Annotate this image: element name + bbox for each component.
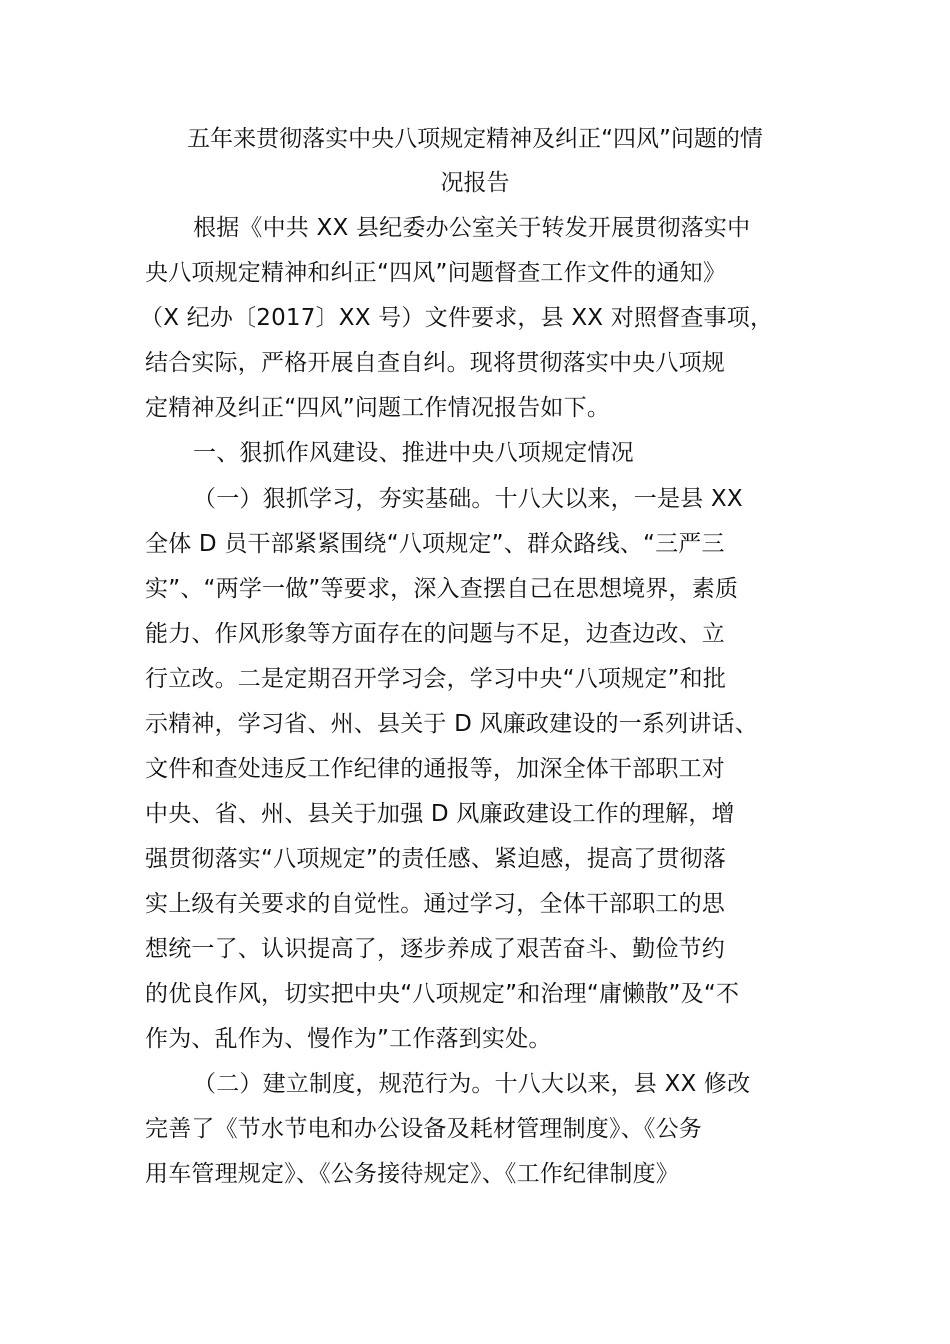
paragraph-2-line: 完善了《节水节电和办公设备及耗材管理制度》、《公务	[145, 1116, 702, 1142]
paragraph-intro-line: （X 纪办〔2017〕XX 号）文件要求，县 XX 对照督查事项，	[140, 305, 774, 331]
paragraph-1-line: 想统一了、认识提高了，逐步养成了艰苦奋斗、勤俭节约	[145, 936, 725, 962]
document-title-line-1: 五年来贯彻落实中央八项规定精神及纠正“四风”问题的情	[187, 126, 763, 152]
paragraph-intro-line: 结合实际，严格开展自查自纠。现将贯彻落实中央八项规	[145, 350, 725, 376]
paragraph-2-line: （二）建立制度，规范行为。十八大以来，县 XX 修改	[193, 1071, 751, 1097]
paragraph-1-line: 文件和查处违反工作纪律的通报等，加深全体干部职工对	[145, 756, 725, 782]
paragraph-1-line: 的优良作风，切实把中央“八项规定”和治理“庸懒散”及“不	[145, 981, 740, 1007]
paragraph-1-line: 行立改。二是定期召开学习会，学习中央“八项规定”和批	[145, 666, 727, 692]
paragraph-1-line: 作为、乱作为、慢作为”工作落到实处。	[145, 1026, 552, 1052]
paragraph-1-line: 实”、“两学一做”等要求，深入查摆自己在思想境界，素质	[145, 576, 739, 602]
paragraph-1-line: 全体 D 员干部紧紧围绕“八项规定”、群众路线、“三严三	[145, 531, 725, 557]
paragraph-1-line: 强贯彻落实“八项规定”的责任感、紧迫感，提高了贯彻落	[145, 846, 727, 872]
paragraph-1-line: （一）狠抓学习，夯实基础。十八大以来，一是县 XX	[193, 486, 743, 512]
section-heading-1: 一、狠抓作风建设、推进中央八项规定情况	[193, 440, 634, 466]
paragraph-intro-line: 根据《中共 XX 县纪委办公室关于转发开展贯彻落实中	[193, 215, 751, 241]
document-title-line-2: 况报告	[440, 170, 510, 196]
paragraph-1-line: 示精神，学习省、州、县关于 D 风廉政建设的一系列讲话、	[145, 711, 758, 737]
paragraph-intro-line: 定精神及纠正“四风”问题工作情况报告如下。	[145, 395, 611, 421]
paragraph-intro-line: 央八项规定精神和纠正“四风”问题督查工作文件的通知》	[145, 260, 727, 286]
paragraph-1-line: 中央、省、州、县关于加强 D 风廉政建设工作的理解，增	[145, 801, 735, 827]
paragraph-1-line: 实上级有关要求的自觉性。通过学习，全体干部职工的思	[145, 891, 725, 917]
paragraph-2-line: 用车管理规定》、《公务接待规定》、《工作纪律制度》	[145, 1161, 679, 1187]
paragraph-1-line: 能力、作风形象等方面存在的问题与不足，边查边改、立	[145, 621, 725, 647]
